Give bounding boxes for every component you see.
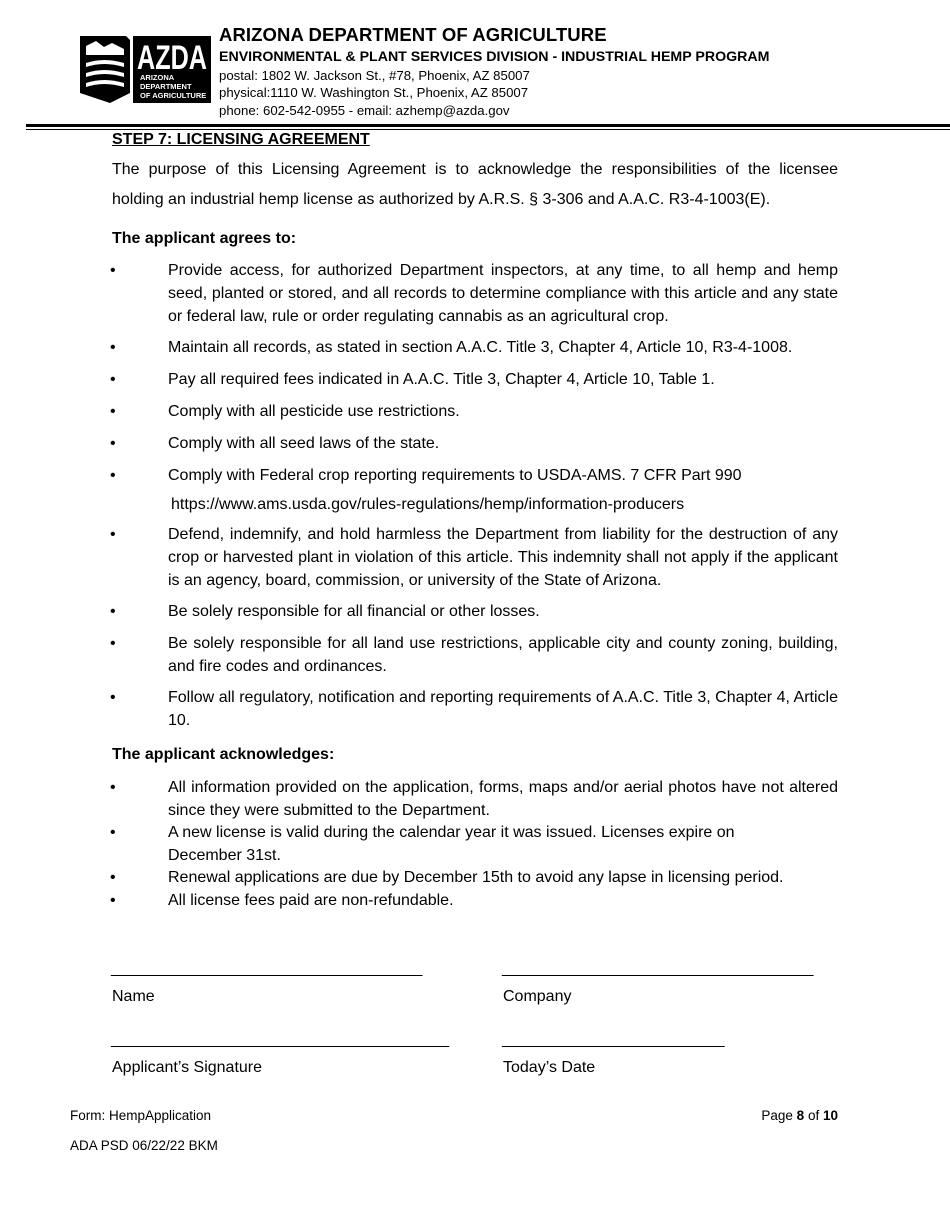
physical-address: physical:1110 W. Washington St., Phoenix, AZ 85007 xyxy=(219,85,529,100)
logo-sub-1: ARIZONA xyxy=(140,73,175,82)
list-item: Defend, indemnify, and hold harmless the Department from liability for the destruction of any crop or harvested plant in violation of this article. This indemnity shall not apply if the applicant is an agency, board, commission, or university of the State of Arizona. xyxy=(168,526,838,589)
bullet: • xyxy=(110,689,116,706)
bullet: • xyxy=(110,262,116,279)
list-item: All information provided on the application, forms, maps and/or aerial photos have not altered since they were submitted to the Department. xyxy=(168,779,838,819)
bullet: • xyxy=(110,526,116,543)
list-item: Comply with all seed laws of the state. xyxy=(168,435,440,452)
list-item: Be solely responsible for all financial or other losses. xyxy=(168,603,540,620)
name-label: Name xyxy=(112,988,155,1005)
list-item: Be solely responsible for all land use restrictions, applicable city and county zoning, building, and fire codes and ordinances. xyxy=(168,635,838,675)
company-label: Company xyxy=(503,988,572,1005)
logo-text: AZDA xyxy=(137,39,207,77)
form-code: ADA PSD 06/22/22 BKM xyxy=(70,1138,218,1153)
bullet: • xyxy=(110,892,116,909)
page-prefix: Page xyxy=(761,1108,793,1123)
bullet: • xyxy=(110,371,116,388)
bullet: • xyxy=(110,635,116,652)
list-item: Provide access, for authorized Department inspectors, at any time, to all hemp and hemp seed, planted or stored, and all records to determine compliance with this article and any state or federal law, rule or order regulating cannabis as an agricultural crop. xyxy=(168,262,838,325)
bullet: • xyxy=(110,403,116,420)
name-line[interactable]: ___________________________________ xyxy=(111,960,423,977)
usda-link[interactable]: https://www.ams.usda.gov/rules-regulations/hemp/information-producers xyxy=(171,496,685,513)
division-title: ENVIRONMENTAL & PLANT SERVICES DIVISION - INDUSTRIAL HEMP PROGRAM xyxy=(219,49,770,65)
list-item: Renewal applications are due by December 15th to avoid any lapse in licensing period. xyxy=(168,869,784,886)
bullet: • xyxy=(110,339,116,356)
date-label: Today’s Date xyxy=(503,1059,596,1076)
header-rule-thin xyxy=(26,129,950,130)
list-item: All license fees paid are non-refundable. xyxy=(168,892,454,909)
page-number xyxy=(761,1108,838,1123)
company-line[interactable]: ___________________________________ xyxy=(502,960,814,977)
list-item: Follow all regulatory, notification and reporting requirements of A.A.C. Title 3, Chapter 4, Article 10. xyxy=(168,689,838,729)
list-item: Comply with Federal crop reporting requirements to USDA-AMS. 7 CFR Part 990 xyxy=(168,467,742,484)
form-name: Form: HempApplication xyxy=(70,1108,212,1123)
page-current: 8 xyxy=(796,1108,805,1123)
bullet: • xyxy=(110,824,116,841)
postal-address: postal: 1802 W. Jackson St., #78, Phoenix, AZ 85007 xyxy=(219,68,530,83)
list-item: Pay all required fees indicated in A.A.C. Title 3, Chapter 4, Article 10, Table 1. xyxy=(168,371,715,388)
bullet: • xyxy=(110,869,116,886)
bullet: • xyxy=(110,603,116,620)
agency-title: ARIZONA DEPARTMENT OF AGRICULTURE xyxy=(219,24,607,45)
bullet: • xyxy=(110,467,116,484)
logo-sub-2: DEPARTMENT xyxy=(140,82,192,91)
acknowledges-heading: The applicant acknowledges: xyxy=(112,746,335,763)
list-item: Maintain all records, as stated in section A.A.C. Title 3, Chapter 4, Article 10, R3-4-1008. xyxy=(168,339,793,356)
list-item: Comply with all pesticide use restrictions. xyxy=(168,403,460,420)
signature-line[interactable]: ______________________________________ xyxy=(111,1031,450,1048)
signature-label: Applicant’s Signature xyxy=(112,1059,263,1076)
step-title: STEP 7: LICENSING AGREEMENT xyxy=(112,131,370,148)
list-item: A new license is valid during the calendar year it was issued. Licenses expire on December 31st. xyxy=(168,824,735,864)
date-line[interactable]: _________________________ xyxy=(502,1031,725,1048)
contact-info: phone: 602-542-0955 - email: azhemp@azda.gov xyxy=(219,103,510,118)
bullet: • xyxy=(110,435,116,452)
logo-sub-3: OF AGRICULTURE xyxy=(140,91,207,100)
page-of: of xyxy=(807,1108,820,1123)
purpose-line-2: holding an industrial hemp license as authorized by A.R.S. § 3-306 and A.A.C. R3-4-1003(E). xyxy=(112,191,771,208)
purpose-line-1: The purpose of this Licensing Agreement is to acknowledge the responsibilities of the licensee xyxy=(112,161,838,178)
page-total: 10 xyxy=(822,1108,838,1123)
agrees-heading: The applicant agrees to: xyxy=(112,230,297,247)
azda-logo xyxy=(74,33,212,104)
bullet: • xyxy=(110,779,116,796)
header-rule-thick xyxy=(26,124,950,127)
